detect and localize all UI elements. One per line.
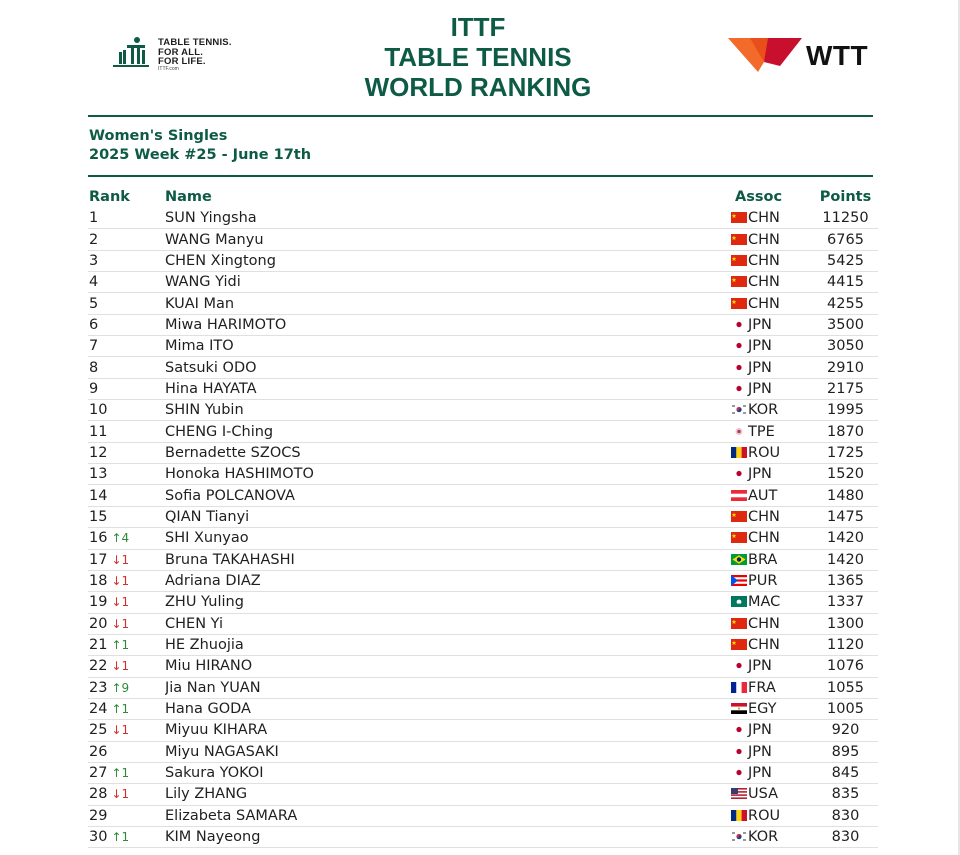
player-name[interactable]: Mima ITO — [165, 336, 731, 357]
rank-value: 4 — [89, 274, 99, 291]
assoc-cell — [731, 442, 813, 463]
rank-value: 15 — [89, 508, 108, 525]
flag-jpn-icon — [731, 361, 747, 371]
assoc-code: JPN — [748, 380, 772, 397]
points-value: 1300 — [813, 613, 878, 634]
column-header-name[interactable]: Name — [165, 189, 212, 205]
rank-value: 30 — [89, 829, 108, 846]
points-value: 1120 — [813, 634, 878, 655]
flag-egy-icon — [731, 702, 747, 712]
assoc-cell — [731, 570, 813, 591]
flag-rou-icon — [731, 446, 747, 456]
flag-jpn-icon — [731, 467, 747, 477]
flag-chn-icon — [731, 211, 747, 221]
rank-value: 23 — [89, 679, 108, 696]
table-row[interactable] — [88, 613, 878, 634]
rank-down-indicator: ↓1 — [111, 574, 130, 589]
flag-jpn-icon — [731, 318, 747, 328]
assoc-code: AUT — [748, 487, 778, 504]
assoc-cell — [731, 357, 813, 378]
rank-cell — [88, 698, 165, 719]
points-value: 4415 — [813, 272, 878, 293]
rank-value: 12 — [89, 444, 108, 461]
assoc-code: PUR — [748, 573, 778, 590]
header — [88, 0, 873, 115]
assoc-cell — [731, 762, 813, 783]
player-name[interactable]: CHENG I-Ching — [165, 421, 731, 442]
assoc-cell — [731, 336, 813, 357]
player-name[interactable]: KIM Nayeong — [165, 826, 731, 847]
player-name[interactable]: CHEN Xingtong — [165, 250, 731, 271]
flag-chn-icon — [731, 510, 747, 520]
column-header-points[interactable]: Points — [819, 189, 872, 205]
player-name[interactable]: Miwa HARIMOTO — [165, 314, 731, 335]
rank-cell — [88, 485, 165, 506]
assoc-code: CHN — [748, 508, 780, 525]
flag-jpn-icon — [731, 339, 747, 349]
table-row[interactable] — [88, 464, 878, 485]
points-value: 1420 — [813, 528, 878, 549]
rank-value: 26 — [89, 743, 108, 760]
assoc-cell — [731, 506, 813, 527]
rank-value: 18 — [89, 573, 108, 590]
assoc-code: JPN — [748, 466, 772, 483]
player-name[interactable]: SHIN Yubin — [165, 400, 731, 421]
rank-value: 29 — [89, 807, 108, 824]
assoc-cell — [731, 528, 813, 549]
player-name[interactable]: Hana GODA — [165, 698, 731, 719]
points-value: 830 — [813, 805, 878, 826]
flag-chn-icon — [731, 233, 747, 243]
player-name[interactable]: Sakura YOKOI — [165, 762, 731, 783]
flag-aut-icon — [731, 489, 747, 499]
points-value: 1725 — [813, 442, 878, 463]
points-value: 3500 — [813, 314, 878, 335]
rank-cell — [88, 741, 165, 762]
flag-kor-icon — [731, 830, 747, 840]
rank-value: 7 — [89, 338, 99, 355]
rank-value: 6 — [89, 316, 99, 333]
table-row[interactable] — [88, 677, 878, 698]
rank-cell — [88, 442, 165, 463]
rank-cell — [88, 336, 165, 357]
player-name[interactable]: QIAN Tianyi — [165, 506, 731, 527]
table-row[interactable] — [88, 442, 878, 463]
assoc-cell — [731, 656, 813, 677]
flag-kor-icon — [731, 403, 747, 413]
points-value: 1520 — [813, 464, 878, 485]
rank-value: 10 — [89, 402, 108, 419]
points-value: 1995 — [813, 400, 878, 421]
table-row[interactable] — [88, 378, 878, 399]
flag-chn-icon — [731, 531, 747, 541]
assoc-cell — [731, 677, 813, 698]
ittf-logo[interactable] — [113, 36, 253, 76]
rank-cell — [88, 378, 165, 399]
rank-cell — [88, 421, 165, 442]
player-name[interactable]: ZHU Yuling — [165, 592, 731, 613]
table-row[interactable] — [88, 336, 878, 357]
rank-up-indicator: ↑1 — [111, 766, 130, 781]
points-value: 1870 — [813, 421, 878, 442]
flag-usa-icon — [731, 787, 747, 797]
wtt-logo[interactable] — [728, 36, 878, 76]
rank-cell — [88, 634, 165, 655]
assoc-cell — [731, 549, 813, 570]
assoc-code: JPN — [748, 743, 772, 760]
subtitle-divider — [88, 175, 873, 177]
flag-jpn-icon — [731, 659, 747, 669]
player-name[interactable]: Honoka HASHIMOTO — [165, 464, 731, 485]
assoc-cell — [731, 741, 813, 762]
assoc-cell — [731, 293, 813, 314]
rank-value: 17 — [89, 551, 108, 568]
flag-pur-icon — [731, 574, 747, 584]
flag-chn-icon — [731, 254, 747, 264]
flag-jpn-icon — [731, 745, 747, 755]
player-name[interactable]: Satsuki ODO — [165, 357, 731, 378]
table-body — [88, 208, 878, 848]
points-value: 5425 — [813, 250, 878, 271]
column-header-rank[interactable]: Rank — [89, 189, 130, 205]
points-value: 11250 — [813, 208, 878, 229]
player-name[interactable]: HE Zhuojia — [165, 634, 731, 655]
points-value: 3050 — [813, 336, 878, 357]
points-value: 1005 — [813, 698, 878, 719]
rank-cell — [88, 720, 165, 741]
rank-up-indicator: ↑9 — [111, 680, 130, 695]
table-row[interactable] — [88, 314, 878, 335]
header-divider — [88, 115, 873, 117]
assoc-cell — [731, 400, 813, 421]
player-name[interactable]: Miyuu KIHARA — [165, 720, 731, 741]
rank-cell — [88, 805, 165, 826]
flag-chn-icon — [731, 275, 747, 285]
rank-value: 9 — [89, 380, 99, 397]
assoc-code: KOR — [748, 829, 779, 846]
table-row[interactable] — [88, 485, 878, 506]
player-name[interactable]: Miu HIRANO — [165, 656, 731, 677]
rank-cell — [88, 613, 165, 634]
rank-up-indicator: ↑1 — [111, 702, 130, 717]
table-row[interactable] — [88, 357, 878, 378]
assoc-cell — [731, 720, 813, 741]
assoc-cell — [731, 485, 813, 506]
ittf-url: ITTF.com — [158, 66, 179, 72]
table-row[interactable] — [88, 570, 878, 591]
column-header-assoc[interactable]: Assoc — [735, 189, 783, 205]
rank-value: 2 — [89, 231, 99, 248]
rank-cell — [88, 784, 165, 805]
points-value: 1055 — [813, 677, 878, 698]
rank-cell — [88, 229, 165, 250]
title-line-3: WORLD RANKING — [364, 72, 592, 102]
flag-jpn-icon — [731, 382, 747, 392]
player-name[interactable]: Bernadette SZOCS — [165, 442, 731, 463]
assoc-code: EGY — [748, 701, 777, 718]
flag-fra-icon — [731, 681, 747, 691]
rank-value: 24 — [89, 701, 108, 718]
rank-down-indicator: ↓1 — [111, 787, 130, 802]
player-name[interactable]: Bruna TAKAHASHI — [165, 549, 731, 570]
wtt-wordmark: WTT — [806, 40, 869, 71]
rank-cell — [88, 293, 165, 314]
flag-jpn-icon — [731, 766, 747, 776]
rank-value: 21 — [89, 637, 108, 654]
assoc-cell — [731, 208, 813, 229]
flag-mac-icon — [731, 595, 747, 605]
table-row[interactable] — [88, 208, 878, 229]
player-name[interactable]: SUN Yingsha — [165, 208, 731, 229]
player-name[interactable]: SHI Xunyao — [165, 528, 731, 549]
rank-value: 27 — [89, 765, 108, 782]
rank-value: 5 — [89, 295, 99, 312]
rank-cell — [88, 357, 165, 378]
flag-bra-icon — [731, 553, 747, 563]
assoc-code: MAC — [748, 594, 781, 611]
assoc-code: USA — [748, 786, 779, 803]
player-name[interactable]: CHEN Yi — [165, 613, 731, 634]
rank-cell — [88, 570, 165, 591]
rank-down-indicator: ↓1 — [111, 595, 130, 610]
points-value: 920 — [813, 720, 878, 741]
rank-up-indicator: ↑1 — [111, 638, 130, 653]
rank-cell — [88, 677, 165, 698]
rank-value: 8 — [89, 359, 99, 376]
week-label: 2025 Week #25 - June 17th — [89, 147, 312, 163]
points-value: 2175 — [813, 378, 878, 399]
points-value: 835 — [813, 784, 878, 805]
player-name[interactable]: WANG Manyu — [165, 229, 731, 250]
assoc-cell — [731, 464, 813, 485]
assoc-cell — [731, 698, 813, 719]
title-line-2: TABLE TENNIS — [384, 42, 572, 72]
assoc-cell — [731, 421, 813, 442]
points-value: 1337 — [813, 592, 878, 613]
player-name[interactable]: Sofia POLCANOVA — [165, 485, 731, 506]
flag-chn-icon — [731, 617, 747, 627]
rank-value: 11 — [89, 423, 108, 440]
assoc-cell — [731, 314, 813, 335]
table-row[interactable] — [88, 293, 878, 314]
player-name[interactable]: Miyu NAGASAKI — [165, 741, 731, 762]
wtt-emblem-icon — [728, 36, 804, 74]
player-name[interactable]: Adriana DIAZ — [165, 570, 731, 591]
table-row[interactable] — [88, 400, 878, 421]
table-row[interactable] — [88, 421, 878, 442]
ittf-tagline-line-3: FOR LIFE. — [158, 56, 206, 67]
flag-chn-icon — [731, 297, 747, 307]
table-header-row — [88, 186, 878, 208]
assoc-code: CHN — [748, 530, 780, 547]
table-row[interactable] — [88, 506, 878, 527]
table-row[interactable] — [88, 784, 878, 805]
assoc-cell — [731, 826, 813, 847]
points-value: 2910 — [813, 357, 878, 378]
points-value: 4255 — [813, 293, 878, 314]
assoc-code: ROU — [748, 444, 781, 461]
assoc-code: KOR — [748, 402, 779, 419]
table-row[interactable] — [88, 741, 878, 762]
player-name[interactable]: Lily ZHANG — [165, 784, 731, 805]
assoc-code: CHN — [748, 210, 780, 227]
table-row[interactable] — [88, 656, 878, 677]
rank-value: 28 — [89, 786, 108, 803]
rank-cell — [88, 762, 165, 783]
points-value: 1420 — [813, 549, 878, 570]
table-row[interactable] — [88, 762, 878, 783]
rank-cell — [88, 208, 165, 229]
rank-value: 25 — [89, 722, 108, 739]
assoc-code: FRA — [748, 679, 776, 696]
assoc-code: CHN — [748, 274, 780, 291]
assoc-cell — [731, 250, 813, 271]
rank-down-indicator: ↓1 — [111, 616, 130, 631]
player-name[interactable]: Elizabeta SAMARA — [165, 805, 731, 826]
points-value: 830 — [813, 826, 878, 847]
rank-value: 16 — [89, 530, 108, 547]
assoc-code: CHN — [748, 252, 780, 269]
ittf-emblem-icon — [113, 36, 153, 70]
table-row[interactable] — [88, 634, 878, 655]
rank-value: 20 — [89, 615, 108, 632]
flag-rou-icon — [731, 809, 747, 819]
rank-value: 22 — [89, 658, 108, 675]
assoc-code: CHN — [748, 231, 780, 248]
player-name[interactable]: KUAI Man — [165, 293, 731, 314]
player-name[interactable]: Hina HAYATA — [165, 378, 731, 399]
assoc-code: JPN — [748, 722, 772, 739]
ranking-table — [88, 186, 878, 848]
points-value: 1076 — [813, 656, 878, 677]
rank-cell — [88, 656, 165, 677]
rank-cell — [88, 250, 165, 271]
assoc-cell — [731, 613, 813, 634]
table-row[interactable] — [88, 272, 878, 293]
table-row[interactable] — [88, 549, 878, 570]
rank-value: 19 — [89, 594, 108, 611]
title-line-1: ITTF — [450, 12, 506, 42]
assoc-code: JPN — [748, 359, 772, 376]
assoc-code: JPN — [748, 765, 772, 782]
table-row[interactable] — [88, 805, 878, 826]
assoc-cell — [731, 634, 813, 655]
page-title — [268, 12, 688, 102]
rank-cell — [88, 528, 165, 549]
points-value: 895 — [813, 741, 878, 762]
rank-value: 1 — [89, 210, 99, 227]
rank-cell — [88, 826, 165, 847]
assoc-cell — [731, 784, 813, 805]
assoc-code: CHN — [748, 637, 780, 654]
assoc-cell — [731, 592, 813, 613]
points-value: 845 — [813, 762, 878, 783]
assoc-cell — [731, 805, 813, 826]
rank-up-indicator: ↑1 — [111, 830, 130, 845]
table-row[interactable] — [88, 720, 878, 741]
flag-jpn-icon — [731, 723, 747, 733]
assoc-code: JPN — [748, 338, 772, 355]
flag-chn-icon — [731, 638, 747, 648]
rank-up-indicator: ↑4 — [111, 531, 130, 546]
ittf-tagline-line-2: FOR ALL. — [158, 46, 204, 58]
player-name[interactable]: Jia Nan YUAN — [165, 677, 731, 698]
rank-cell — [88, 506, 165, 527]
rank-value: 14 — [89, 487, 108, 504]
points-value: 1365 — [813, 570, 878, 591]
table-row[interactable] — [88, 250, 878, 271]
rank-cell — [88, 272, 165, 293]
assoc-code: BRA — [748, 551, 778, 568]
assoc-cell — [731, 378, 813, 399]
table-row[interactable] — [88, 528, 878, 549]
rank-value: 3 — [89, 252, 99, 269]
flag-tpe-icon — [731, 425, 747, 435]
table-row[interactable] — [88, 826, 878, 847]
ittf-tagline-line-1: TABLE TENNIS. — [158, 37, 232, 48]
assoc-code: TPE — [748, 423, 775, 440]
assoc-code: CHN — [748, 615, 780, 632]
rank-cell — [88, 464, 165, 485]
table-row[interactable] — [88, 592, 878, 613]
ittf-tagline — [158, 38, 232, 67]
points-value: 1480 — [813, 485, 878, 506]
subtitle — [89, 127, 311, 165]
rank-cell — [88, 549, 165, 570]
table-row[interactable] — [88, 229, 878, 250]
table-row[interactable] — [88, 698, 878, 719]
assoc-code: JPN — [748, 658, 772, 675]
assoc-code: ROU — [748, 807, 781, 824]
rank-down-indicator: ↓1 — [111, 659, 130, 674]
assoc-code: JPN — [748, 316, 772, 333]
assoc-cell — [731, 229, 813, 250]
player-name[interactable]: WANG Yidi — [165, 272, 731, 293]
rank-down-indicator: ↓1 — [111, 552, 130, 567]
rank-cell — [88, 314, 165, 335]
assoc-cell — [731, 272, 813, 293]
rank-cell — [88, 400, 165, 421]
points-value: 1475 — [813, 506, 878, 527]
rank-value: 13 — [89, 466, 108, 483]
assoc-code: CHN — [748, 295, 780, 312]
points-value: 6765 — [813, 229, 878, 250]
rank-cell — [88, 592, 165, 613]
category-label: Women's Singles — [89, 128, 228, 144]
rank-down-indicator: ↓1 — [111, 723, 130, 738]
